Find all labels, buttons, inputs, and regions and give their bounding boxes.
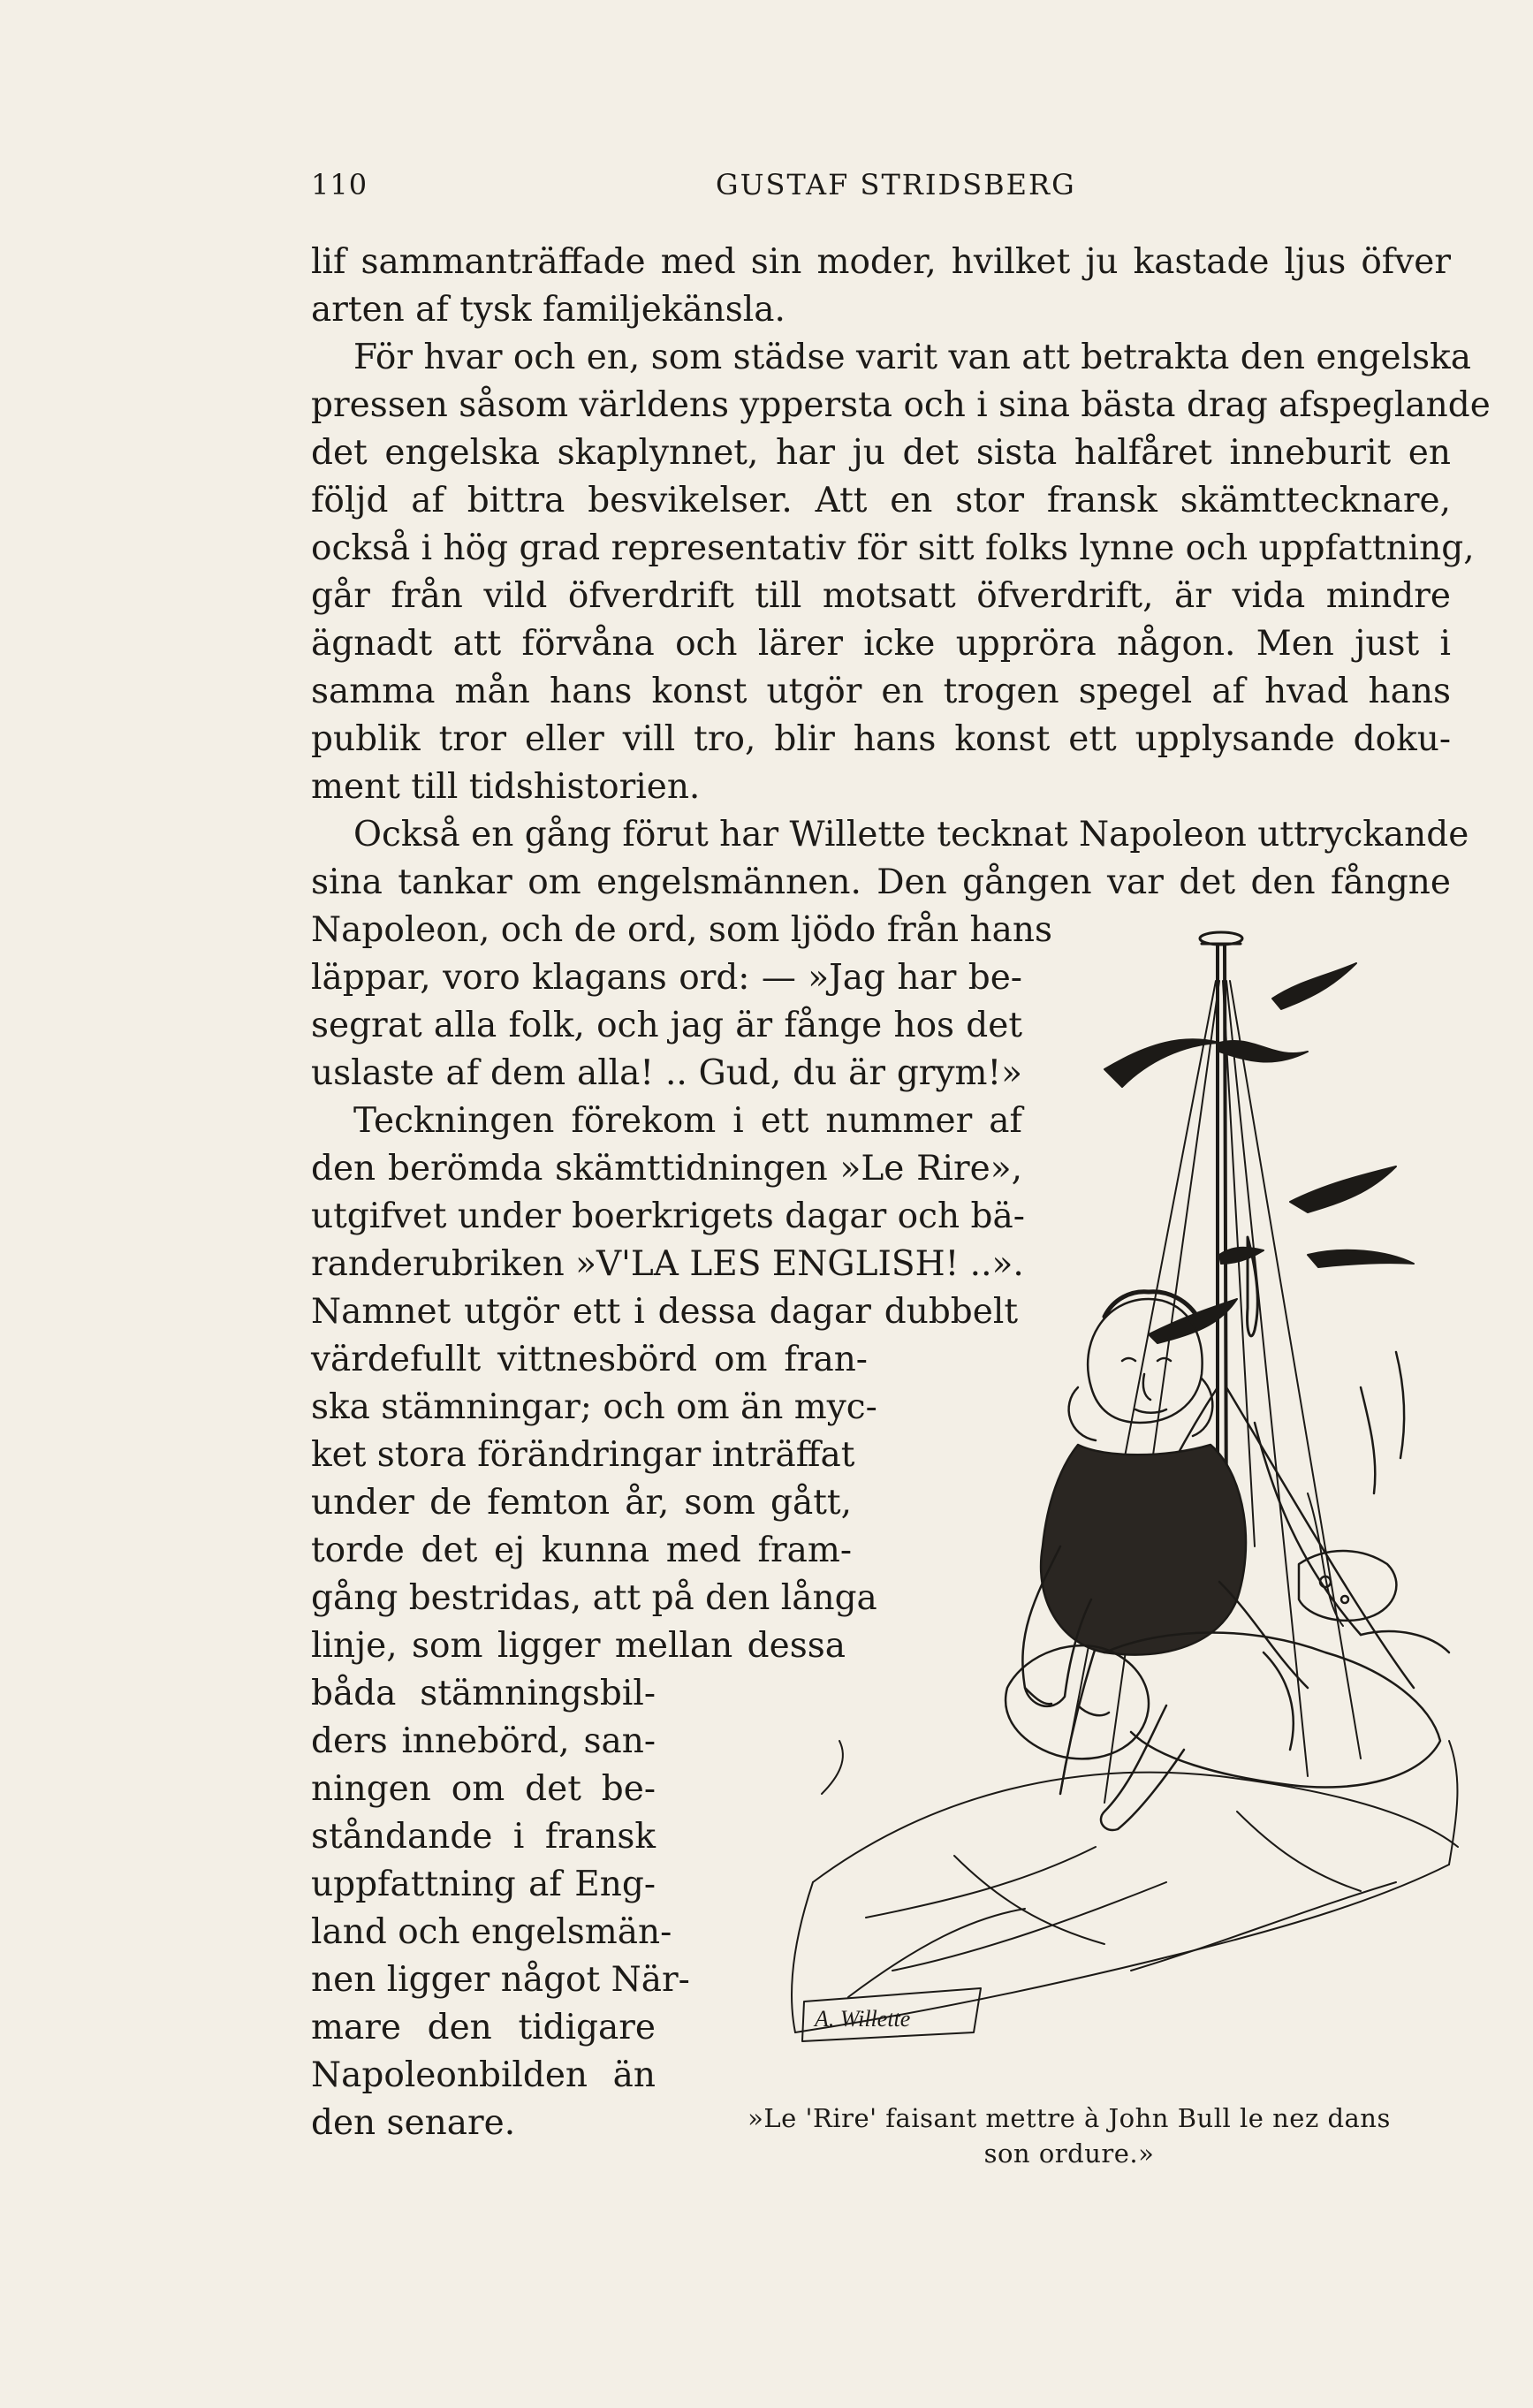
- text-line: ment till tidshistorien.: [311, 767, 701, 807]
- text-line: Namnet utgör ett i dessa dagar dubbelt: [311, 1292, 1018, 1332]
- text-line: För hvar och en, som städse varit van att betrakta den engelska: [353, 338, 1471, 377]
- text-line: går från vild öfverdrift till motsatt öfverdrift, är vida mindre: [311, 576, 1451, 616]
- text-line: uslaste af dem alla! .. Gud, du är grym!»: [311, 1053, 1022, 1093]
- text-line: uppfattning af Eng-: [311, 1865, 656, 1904]
- text-line: ståndande i fransk: [311, 1817, 656, 1857]
- text-line: värdefullt vittnesbörd om fran-: [311, 1340, 868, 1379]
- page-header: [311, 168, 1460, 207]
- text-line: Teckningen förekom i ett nummer af: [353, 1101, 1022, 1141]
- text-line: ders innebörd, san-: [311, 1721, 656, 1761]
- text-line: mare den tidigare: [311, 2008, 656, 2047]
- text-line: torde det ej kunna med fram-: [311, 1531, 852, 1570]
- text-line: Napoleon, och de ord, som ljödo från hans: [311, 910, 1053, 950]
- page-number: 110: [311, 168, 368, 201]
- text-line: ningen om det be-: [311, 1769, 656, 1809]
- text-line: arten af tysk familjekänsla.: [311, 290, 785, 330]
- caption-line: »Le 'Rire' faisant mettre à John Bull le nez dans: [748, 2103, 1391, 2133]
- text-line: följd af bittra besvikelser. Att en stor fransk skämttecknare,: [311, 481, 1451, 520]
- caption-line: son ordure.»: [983, 2138, 1155, 2169]
- text-line: under de femton år, som gått,: [311, 1483, 852, 1523]
- illustration-caption: [680, 2100, 1458, 2171]
- text-line: Också en gång förut har Willette tecknat Napoleon uttryckande: [353, 815, 1469, 855]
- text-line: båda stämningsbil-: [311, 1674, 656, 1713]
- text-line: läppar, voro klagans ord: — »Jag har be-: [311, 958, 1022, 998]
- text-line: land och engelsmän-: [311, 1912, 672, 1952]
- text-line: randerubriken »V'LA LES ENGLISH! ..».: [311, 1244, 1024, 1284]
- text-line: nen ligger något När-: [311, 1960, 690, 2000]
- text-line: ska stämningar; och om än myc-: [311, 1387, 877, 1427]
- willette-illustration: [689, 928, 1467, 2077]
- text-line: segrat alla folk, och jag är fånge hos det: [311, 1006, 1022, 1045]
- text-line: den berömda skämttidningen »Le Rire»,: [311, 1149, 1022, 1189]
- text-line: utgifvet under boerkrigets dagar och bä-: [311, 1196, 1025, 1236]
- text-line: gång bestridas, att på den långa: [311, 1578, 877, 1618]
- text-line: ket stora förändringar inträffat: [311, 1435, 855, 1475]
- text-line: sina tankar om engelsmännen. Den gången var det den fångne: [311, 862, 1451, 902]
- illustration-signature: A. Willette: [815, 2006, 911, 2032]
- text-line: linje, som ligger mellan dessa: [311, 1626, 846, 1666]
- text-line: publik tror eller vill tro, blir hans konst ett upplysande doku-: [311, 719, 1451, 759]
- text-line: det engelska skaplynnet, har ju det sista halfåret inneburit en: [311, 433, 1451, 473]
- text-line: ägnadt att förvåna och lärer icke uppröra någon. Men just i: [311, 624, 1451, 664]
- text-line: samma mån hans konst utgör en trogen spegel af hvad hans: [311, 672, 1451, 711]
- running-title: GUSTAF STRIDSBERG: [716, 168, 1076, 201]
- text-line: pressen såsom världens yppersta och i sina bästa drag afspeglande: [311, 385, 1491, 425]
- text-line: också i hög grad representativ för sitt folks lynne och uppfattning,: [311, 528, 1475, 568]
- text-line: den senare.: [311, 2103, 516, 2143]
- text-line: lif sammanträffade med sin moder, hvilket ju kastade ljus öfver: [311, 242, 1451, 282]
- text-line: Napoleonbilden än: [311, 2055, 656, 2095]
